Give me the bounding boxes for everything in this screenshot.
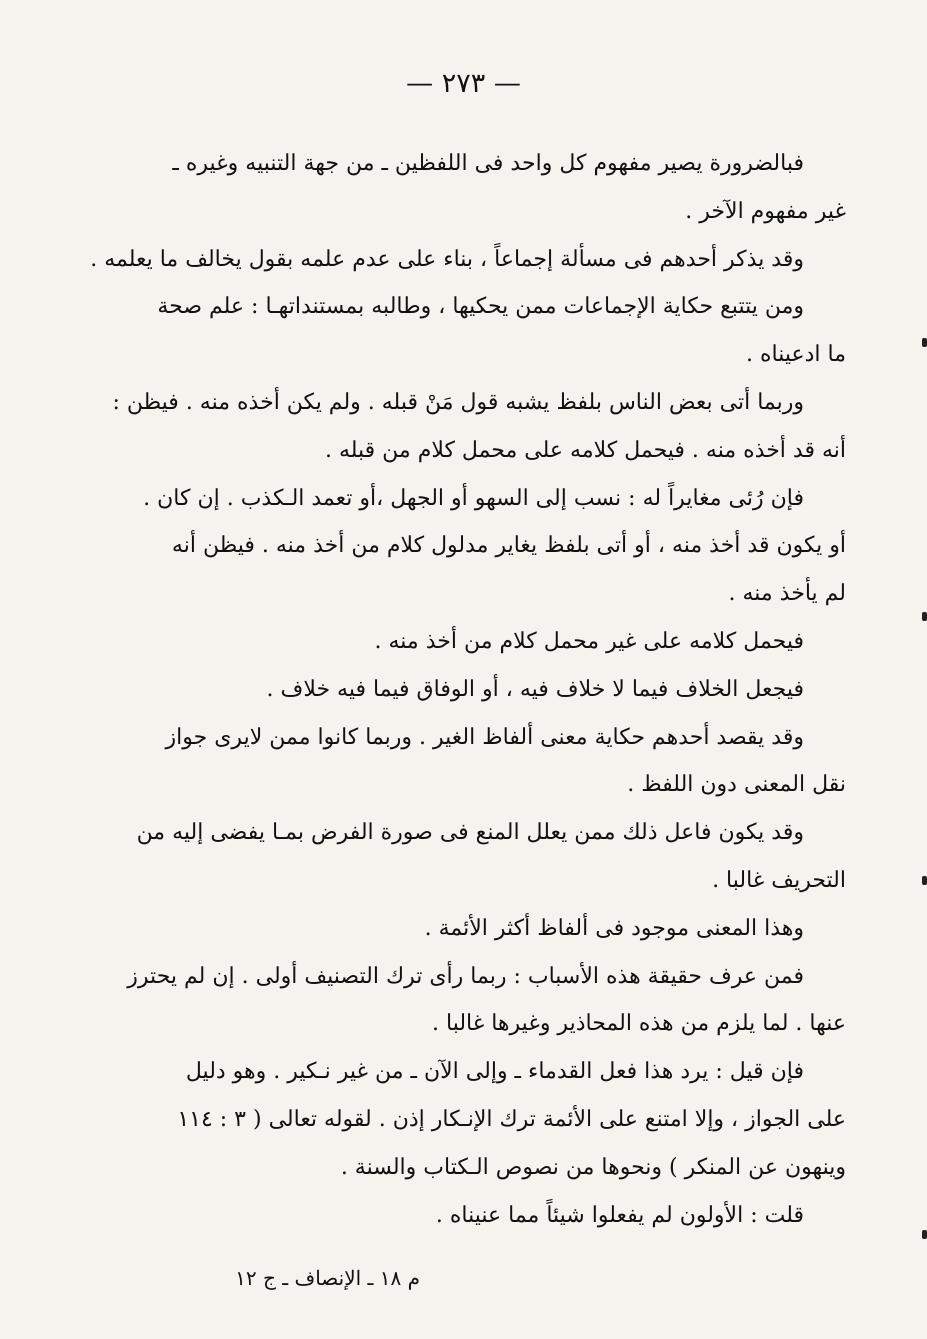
text-line: التحريف غالبا .: [712, 867, 846, 893]
scan-mark: [922, 338, 927, 347]
scan-mark: [922, 612, 927, 621]
text-line: وقد يذكر أحدهم فى مسألة إجماعاً ، بناء على عدم علمه بقول يخالف ما يعلمه .: [90, 246, 804, 272]
text-line: فيجعل الخلاف فيما لا خلاف فيه ، أو الوفاق فيما فيه خلاف .: [266, 676, 804, 702]
footer-signature: م ١٨ ـ الإنصاف ـ ج ١٢: [235, 1266, 420, 1290]
scan-mark: [922, 876, 927, 885]
text-line: أنه قد أخذه منه . فيحمل كلامه على محمل كلام من قبله .: [324, 437, 846, 463]
text-line: ومن يتتبع حكاية الإجماعات ممن يحكيها ، وطالبه بمستنداتهـا : علم صحة: [157, 294, 804, 320]
text-line: وربما أتى بعض الناس بلفظ يشبه قول مَنْ قبله . ولم يكن أخذه منه . فيظن :: [112, 389, 804, 415]
text-line: أو يكون قد أخذ منه ، أو أتى بلفظ يغاير مدلول كلام من أخذ منه . فيظن أنه: [171, 533, 846, 559]
text-line: وينهون عن المنكر ) ونحوها من نصوص الـكتاب والسنة .: [340, 1154, 846, 1180]
text-line: وقد يكون فاعل ذلك ممن يعلل المنع فى صورة الفرض بمـا يفضى إليه من: [136, 820, 804, 846]
text-line: قلت : الأولون لم يفعلوا شيئاً مما عنيناه .: [435, 1202, 804, 1228]
text-line: نقل المعنى دون اللفظ .: [627, 772, 846, 798]
text-line: فمن عرف حقيقة هذه الأسباب : ربما رأى ترك التصنيف أولى . إن لم يحترز: [127, 963, 804, 989]
text-line: ما ادعيناه .: [745, 342, 846, 368]
text-line: وقد يقصد أحدهم حكاية معنى ألفاظ الغير . وربما كانوا ممن لايرى جواز: [165, 724, 804, 750]
text-line: غير مفهوم الآخر .: [685, 198, 846, 224]
scan-mark: [922, 1230, 927, 1239]
text-line: وهذا المعنى موجود فى ألفاظ أكثر الأئمة .: [424, 915, 804, 941]
page-number: — ٢٧٣ —: [406, 68, 521, 99]
text-line: على الجواز ، وإلا امتنع على الأئمة ترك الإنـكار إذن . لقوله تعالى ( ٣ : ١١٤: [177, 1106, 846, 1132]
text-line: فبالضرورة يصير مفهوم كل واحد فى اللفظين ـ من جهة التنبيه وغيره ـ: [172, 151, 804, 176]
text-line: لم يأخذ منه .: [728, 581, 846, 607]
text-line: فيحمل كلامه على غير محمل كلام من أخذ منه .: [374, 628, 804, 654]
text-line: فإن رُئى مغايراً له : نسب إلى السهو أو الجهل ،أو تعمد الـكذب . إن كان .: [143, 485, 804, 511]
text-line: عنها . لما يلزم من هذه المحاذير وغيرها غالبا .: [432, 1011, 846, 1037]
body-text: [90, 140, 846, 1239]
text-line: فإن قيل : يرد هذا فعل القدماء ـ وإلى الآن ـ من غير نـكير . وهو دليل: [185, 1059, 804, 1085]
